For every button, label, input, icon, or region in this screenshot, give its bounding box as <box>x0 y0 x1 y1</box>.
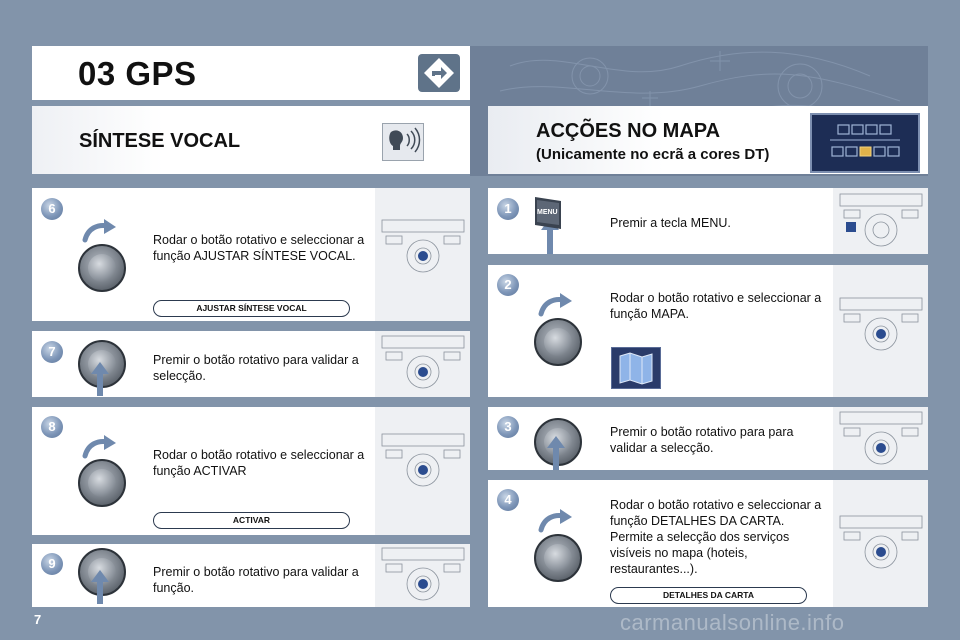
step-text-4: Rodar o botão rotativo e seleccionar a função DETALHES DA CARTA. Permite a selecção dos serviços visíveis no mapa (hoteis, restaurantes...). <box>610 498 822 576</box>
directions-icon <box>418 54 460 92</box>
right-section-subtitle: (Unicamente no ecrã a cores DT) <box>536 146 770 163</box>
left-section-title: SÍNTESE VOCAL <box>79 130 241 152</box>
console-icon <box>380 432 466 492</box>
press-arrow-icon <box>91 362 109 396</box>
console-icon <box>380 218 466 278</box>
page-number: 7 <box>34 612 42 627</box>
right-section-title: ACÇÕES NO MAPA <box>536 120 721 142</box>
rotate-arrow-icon <box>538 292 574 318</box>
watermark: carmanualsonline.info <box>620 610 845 635</box>
console-icon <box>838 192 924 252</box>
press-arrow-icon <box>547 436 565 470</box>
voice-synthesis-icon <box>382 123 424 161</box>
step-text-3: Premir o botão rotativo para para validar a selecção. <box>610 425 794 455</box>
step-badge-2: 2 <box>497 274 519 296</box>
console-icon <box>838 514 924 574</box>
map-screen-icon <box>810 113 920 173</box>
console-icon <box>380 334 466 394</box>
step-badge-6: 6 <box>41 198 63 220</box>
console-icon <box>838 410 924 470</box>
rotary-knob-icon <box>78 459 126 507</box>
rotate-arrow-icon <box>82 218 118 244</box>
step-badge-3: 3 <box>497 416 519 438</box>
rotate-arrow-icon <box>82 434 118 460</box>
console-icon <box>838 296 924 356</box>
function-label-4: DETALHES DA CARTA <box>610 587 807 604</box>
step-text-1: Premir a tecla MENU. <box>610 216 731 230</box>
step-text-6: Rodar o botão rotativo e seleccionar a função AJUSTAR SÍNTESE VOCAL. <box>153 233 365 263</box>
step-badge-8: 8 <box>41 416 63 438</box>
step-text-8: Rodar o botão rotativo e seleccionar a função ACTIVAR <box>153 448 365 478</box>
step-badge-4: 4 <box>497 489 519 511</box>
step-text-7: Premir o botão rotativo para validar a selecção. <box>153 353 359 383</box>
rotary-knob-icon <box>78 244 126 292</box>
step-badge-7: 7 <box>41 341 63 363</box>
step-text-9: Premir o botão rotativo para validar a função. <box>153 565 359 595</box>
menu-key-icon <box>533 195 563 233</box>
map-book-icon <box>611 347 661 389</box>
step-badge-9: 9 <box>41 553 63 575</box>
console-icon <box>380 546 466 606</box>
press-arrow-icon <box>91 570 109 604</box>
menu-key-label: MENU <box>537 209 558 216</box>
rotary-knob-icon <box>534 534 582 582</box>
step-text-2: Rodar o botão rotativo e seleccionar a função MAPA. <box>610 291 822 321</box>
function-label-6: AJUSTAR SÍNTESE VOCAL <box>153 300 350 317</box>
rotate-arrow-icon <box>538 508 574 534</box>
function-label-8: ACTIVAR <box>153 512 350 529</box>
step-badge-1: 1 <box>497 198 519 220</box>
rotary-knob-icon <box>534 318 582 366</box>
page-title: 03 GPS <box>78 55 197 92</box>
